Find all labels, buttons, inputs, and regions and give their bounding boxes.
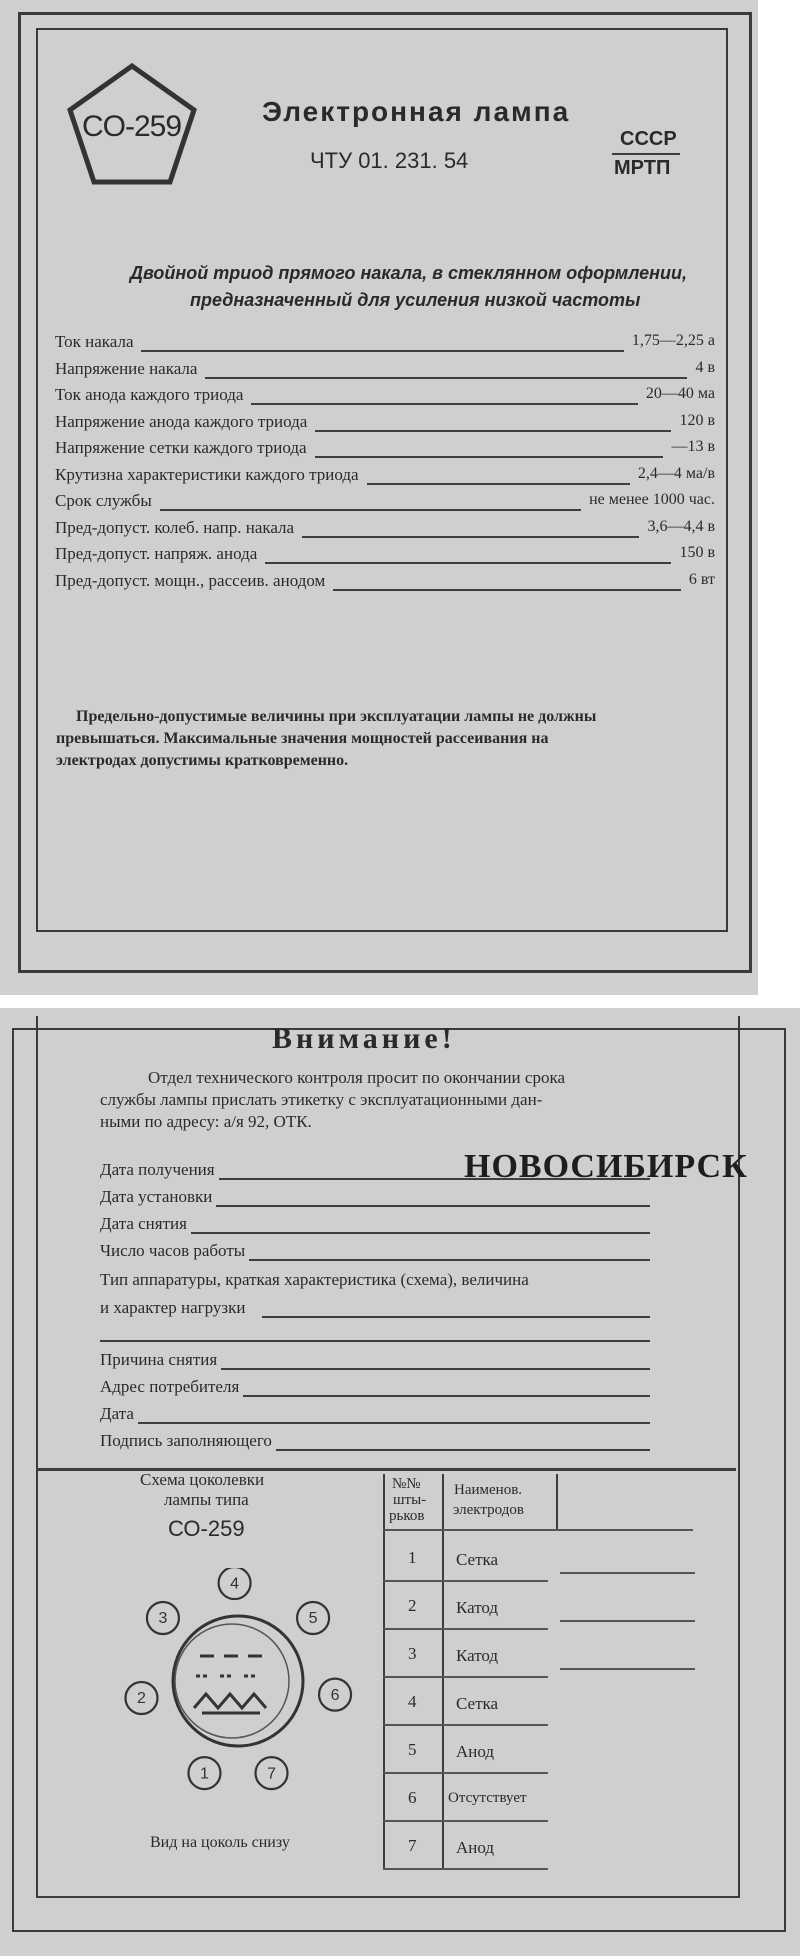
spec-leader-line — [160, 509, 581, 511]
spec-leader-line — [302, 536, 639, 538]
issuer-bottom: МРТП — [614, 157, 671, 179]
form-field-row — [100, 1160, 650, 1186]
table-row-rule — [383, 1772, 548, 1774]
table-extra-rule — [560, 1620, 695, 1622]
spec-label: Ток накала — [55, 332, 134, 351]
spec-value: 20—40 ма — [645, 385, 715, 402]
form-field-label: Дата снятия — [100, 1214, 187, 1233]
form-field-label: Дата установки — [100, 1187, 213, 1206]
table-pin-number: 3 — [408, 1644, 417, 1663]
spec-row — [55, 332, 715, 358]
spec-label: Пред-допуст. колеб. напр. накала — [55, 517, 295, 537]
name-header-2: электродов — [453, 1502, 524, 1518]
form-field-line[interactable] — [216, 1205, 650, 1207]
table-pin-number: 7 — [408, 1836, 417, 1855]
spec-label: Ток анода каждого триода — [55, 385, 244, 404]
pin-number-label: 1 — [200, 1765, 209, 1783]
spec-row — [55, 438, 715, 464]
table-pin-number: 6 — [408, 1788, 417, 1807]
table-extra-rule — [560, 1572, 695, 1574]
form-field-line[interactable] — [191, 1232, 650, 1234]
report-bottom-rule — [36, 1896, 736, 1898]
form-field-label: Число часов работы — [100, 1241, 246, 1260]
form-field-row — [100, 1350, 650, 1376]
spec-row — [55, 544, 715, 570]
table-electrode-name: Отсутствует — [448, 1790, 527, 1806]
table-left-border — [383, 1474, 385, 1869]
spec-row — [55, 491, 715, 517]
spec-label: Пред-допуст. мощн., рассеив. анодом — [55, 570, 326, 590]
diagram-title-1: Схема цоколевки — [140, 1470, 265, 1489]
spec-label: Крутизна характеристики каждого триода — [55, 464, 359, 484]
city-stamp: НОВОСИБИРСК — [464, 1148, 748, 1185]
spec-value: 3,6—4,4 в — [647, 517, 715, 535]
issuer-divider — [612, 153, 680, 155]
spec-leader-line — [265, 562, 671, 564]
name-header-1: Наименов. — [454, 1482, 523, 1498]
badge-text: CO-259 — [82, 110, 182, 143]
equipment-underline-2 — [100, 1340, 650, 1342]
issuer-top: СССР — [620, 128, 677, 150]
table-electrode-name: Анод — [456, 1742, 495, 1761]
table-right-border — [556, 1474, 558, 1529]
spec-leader-line — [315, 456, 663, 458]
table-electrode-name: Катод — [456, 1598, 499, 1617]
intro-line-2: службы лампы прислать этикетку с эксплуатационными дан- — [100, 1090, 543, 1109]
table-row-rule — [383, 1580, 548, 1582]
note-line-3: электродах допустимы кратковременно. — [56, 752, 349, 769]
table-mid-border — [442, 1474, 444, 1869]
table-extra-rule — [560, 1668, 695, 1670]
table-electrode-name: Катод — [456, 1646, 499, 1665]
spec-value: 1,75—2,25 а — [631, 332, 715, 349]
table-electrode-name: Сетка — [456, 1550, 499, 1569]
spec-value: 6 вт — [688, 570, 715, 588]
equipment-underline-1 — [262, 1316, 650, 1318]
spec-leader-line — [367, 483, 630, 485]
spec-value: —13 в — [671, 438, 715, 455]
note-line-1: Предельно-допустимые величины при эксплуатации лампы не должны — [76, 708, 597, 725]
pin-header-1: №№ — [392, 1476, 421, 1492]
table-row-rule — [383, 1724, 548, 1726]
spec-value: 2,4—4 ма/в — [637, 464, 715, 482]
table-row-rule — [383, 1628, 548, 1630]
table-pin-number: 5 — [408, 1740, 417, 1759]
form-field-label: Адрес потребителя — [100, 1377, 240, 1396]
table-header-rule — [383, 1529, 693, 1531]
form-field-row — [100, 1377, 650, 1403]
spec-label: Напряжение накала — [55, 358, 198, 378]
spec-value: 150 в — [679, 544, 715, 561]
table-pin-number: 2 — [408, 1596, 417, 1615]
pin-header-3: рьков — [389, 1508, 425, 1524]
spec-leader-line — [315, 430, 671, 432]
diagram-caption: Вид на цоколь снизу — [150, 1834, 290, 1851]
form-field-line[interactable] — [221, 1368, 650, 1370]
spec-label: Пред-допуст. напряж. анода — [55, 544, 258, 563]
form-field-label: Подпись заполняющего — [100, 1431, 272, 1450]
table-row-rule — [383, 1868, 548, 1870]
pin-number-label: 3 — [158, 1610, 168, 1628]
electrode-schematic — [194, 1656, 266, 1713]
form-field-label: Дата получения — [100, 1160, 215, 1179]
pin-number-label: 6 — [330, 1686, 340, 1704]
diagram-tube-type: СО-259 — [168, 1516, 245, 1541]
form-field-row — [100, 1187, 650, 1213]
form-field-row — [100, 1241, 650, 1267]
spec-row — [55, 465, 715, 491]
intro-line-3: ными по адресу: а/я 92, ОТК. — [100, 1112, 312, 1131]
form-field-row — [100, 1404, 650, 1430]
pin-header-2: шты- — [393, 1492, 427, 1508]
pin-number-label: 4 — [230, 1575, 240, 1593]
table-row-rule — [383, 1820, 548, 1822]
equipment-line-1: Тип аппаратуры, краткая характеристика (схема), величина — [100, 1270, 529, 1289]
description-line-2: предназначенный для усиления низкой частоты — [190, 290, 641, 310]
pin-number-label: 7 — [267, 1765, 276, 1783]
spec-label: Срок службы — [55, 491, 152, 510]
table-pin-number: 4 — [408, 1692, 417, 1711]
spec-value: 120 в — [679, 411, 715, 429]
spec-leader-line — [205, 377, 687, 379]
tube-label-card — [0, 0, 758, 995]
equipment-line-2: и характер нагрузки — [100, 1298, 246, 1317]
spec-row — [55, 359, 715, 385]
spec-value: не менее 1000 час. — [589, 491, 715, 508]
note-line-2: превышаться. Максимальные значения мощностей рассеивания на — [56, 730, 549, 747]
form-field-label: Причина снятия — [100, 1350, 218, 1369]
spec-leader-line — [141, 350, 624, 352]
service-report-card — [0, 1008, 800, 1956]
table-electrode-name: Анод — [456, 1838, 495, 1857]
spec-label: Напряжение сетки каждого триода — [55, 438, 307, 457]
intro-line-1: Отдел технического контроля просит по окончании срока — [148, 1068, 565, 1087]
spec-row — [55, 571, 715, 597]
form-field-label: Дата — [100, 1404, 134, 1423]
form-field-line[interactable] — [243, 1395, 650, 1397]
spec-label: Напряжение анода каждого триода — [55, 411, 308, 431]
spec-row — [55, 385, 715, 411]
spec-leader-line — [251, 403, 638, 405]
attention-heading: Внимание! — [272, 1022, 456, 1055]
spec-row — [55, 412, 715, 438]
form-field-line[interactable] — [276, 1449, 650, 1451]
form-field-line[interactable] — [249, 1259, 650, 1261]
spec-row — [55, 518, 715, 544]
base-pinout-diagram — [120, 1568, 360, 1798]
spec-leader-line — [333, 589, 681, 591]
card-title: Электронная лампа — [262, 96, 571, 127]
form-field-line[interactable] — [219, 1178, 650, 1180]
spec-value: 4 в — [695, 358, 715, 376]
pin-number-label: 5 — [308, 1610, 318, 1628]
form-field-row — [100, 1214, 650, 1240]
table-row-rule — [383, 1676, 548, 1678]
pin-number-label: 2 — [137, 1690, 146, 1708]
form-field-row — [100, 1431, 650, 1457]
spec-code: ЧТУ 01. 231. 54 — [310, 148, 469, 173]
description-line-1: Двойной триод прямого накала, в стеклянном оформлении, — [130, 263, 688, 283]
diagram-title-2: лампы типа — [164, 1490, 249, 1509]
table-electrode-name: Сетка — [456, 1694, 499, 1713]
form-field-line[interactable] — [138, 1422, 650, 1424]
table-pin-number: 1 — [408, 1548, 417, 1567]
